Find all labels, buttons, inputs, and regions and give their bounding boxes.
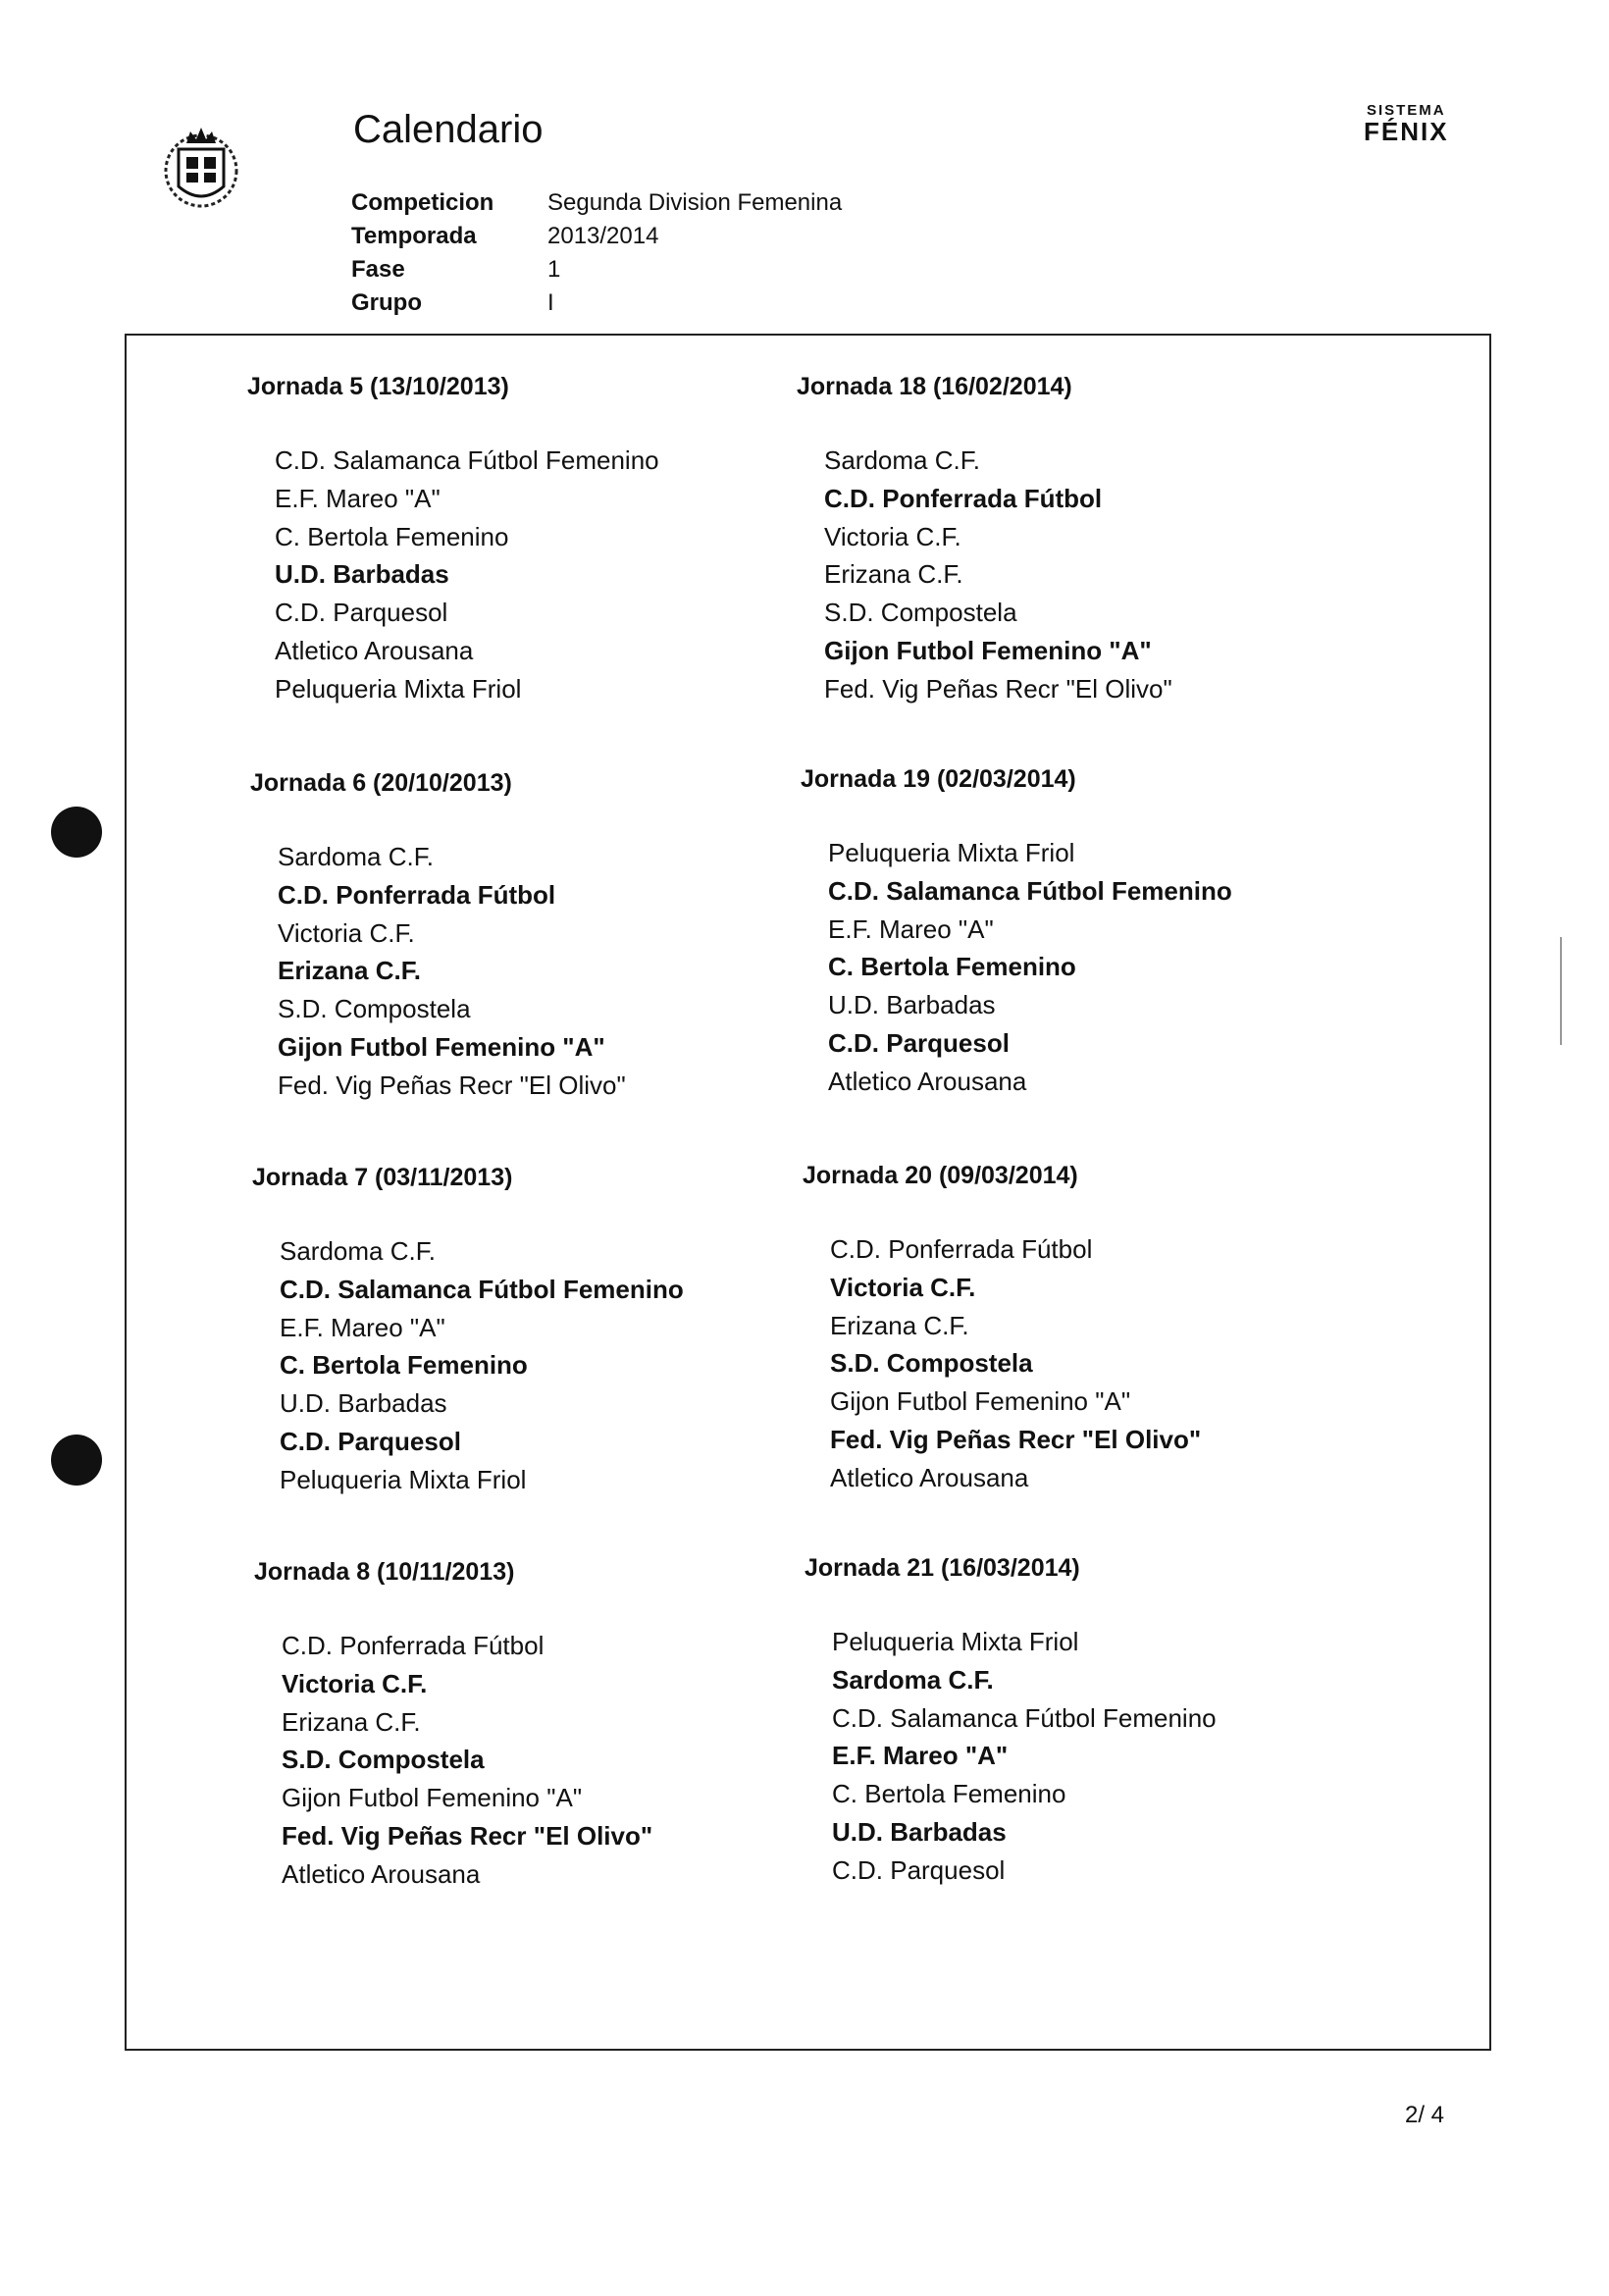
team-name: C.D. Salamanca Fútbol Femenino [832, 1702, 1217, 1733]
round-title: Jornada 18 (16/02/2014) [797, 373, 1072, 400]
team-name: C. Bertola Femenino [280, 1350, 528, 1381]
team-name: S.D. Compostela [824, 598, 1017, 628]
round-block [803, 1162, 1201, 1497]
round-title: Jornada 21 (16/03/2014) [804, 1554, 1080, 1582]
round-title: Jornada 8 (10/11/2013) [254, 1558, 515, 1586]
team-name: E.F. Mareo "A" [828, 913, 994, 944]
team-name: Gijon Futbol Femenino "A" [282, 1783, 583, 1813]
phase-label: Fase [351, 256, 405, 283]
team-name: C.D. Parquesol [832, 1854, 1006, 1885]
team-name: C.D. Salamanca Fútbol Femenino [275, 445, 659, 475]
team-name: Peluqueria Mixta Friol [832, 1627, 1079, 1656]
team-name: C.D. Salamanca Fútbol Femenino [828, 875, 1232, 906]
sistema-fenix-logo [1364, 102, 1449, 147]
team-name: S.D. Compostela [278, 994, 471, 1024]
round-block [247, 373, 659, 708]
team-name: Sardoma C.F. [832, 1664, 994, 1695]
team-list [254, 1627, 652, 1894]
team-name: Victoria C.F. [830, 1272, 976, 1302]
team-list [250, 838, 626, 1105]
team-name: U.D. Barbadas [832, 1816, 1007, 1847]
team-name: C.D. Ponferrada Fútbol [282, 1631, 545, 1660]
team-list [801, 834, 1232, 1101]
team-name: Erizana C.F. [830, 1310, 969, 1340]
team-name: E.F. Mareo "A" [275, 483, 441, 513]
team-name: Atletico Arousana [282, 1858, 481, 1889]
team-list [247, 442, 659, 708]
team-name: U.D. Barbadas [280, 1388, 447, 1419]
team-name: S.D. Compostela [830, 1348, 1033, 1379]
team-name: C.D. Salamanca Fútbol Femenino [280, 1274, 684, 1304]
round-block [804, 1554, 1217, 1890]
team-name: C.D. Parquesol [275, 598, 448, 628]
team-name: U.D. Barbadas [275, 559, 449, 590]
round-title: Jornada 20 (09/03/2014) [803, 1162, 1078, 1189]
round-block [252, 1164, 684, 1499]
team-name: Victoria C.F. [278, 917, 415, 948]
team-name: Peluqueria Mixta Friol [280, 1464, 527, 1494]
scan-mark [1560, 937, 1562, 1045]
team-name: Sardoma C.F. [824, 445, 980, 475]
competition-label: Competicion [351, 189, 494, 216]
binder-hole [51, 1435, 102, 1486]
team-list [804, 1623, 1217, 1890]
team-name: C. Bertola Femenino [275, 521, 509, 551]
team-name: Erizana C.F. [824, 559, 963, 590]
team-name: Fed. Vig Peñas Recr "El Olivo" [282, 1820, 653, 1851]
page-title: Calendario [353, 108, 544, 151]
team-name: Atletico Arousana [275, 635, 474, 665]
team-name: Fed. Vig Peñas Recr "El Olivo" [278, 1070, 626, 1100]
federation-crest-logo [157, 110, 245, 228]
team-name: Fed. Vig Peñas Recr "El Olivo" [824, 673, 1172, 704]
team-list [803, 1230, 1201, 1497]
team-name: C.D. Ponferrada Fútbol [830, 1234, 1093, 1264]
round-block [801, 765, 1232, 1101]
team-name: Gijon Futbol Femenino "A" [278, 1031, 605, 1062]
round-block [254, 1558, 652, 1894]
system-label-bottom: FÉNIX [1364, 117, 1449, 146]
round-title: Jornada 7 (03/11/2013) [252, 1164, 513, 1191]
binder-hole [51, 807, 102, 858]
team-name: Sardoma C.F. [278, 842, 434, 871]
group-value: I [547, 289, 554, 316]
system-label-top: SISTEMA [1366, 102, 1446, 119]
team-name: Erizana C.F. [282, 1706, 421, 1737]
team-list [252, 1232, 684, 1499]
round-block [797, 373, 1172, 708]
season-value: 2013/2014 [547, 223, 659, 249]
team-name: U.D. Barbadas [828, 990, 996, 1020]
round-title: Jornada 19 (02/03/2014) [801, 765, 1076, 793]
team-name: Peluqueria Mixta Friol [275, 673, 522, 704]
phase-value: 1 [547, 256, 561, 283]
competition-value: Segunda Division Femenina [547, 189, 843, 216]
team-name: Fed. Vig Peñas Recr "El Olivo" [830, 1424, 1202, 1454]
team-name: Atletico Arousana [830, 1462, 1029, 1492]
team-name: C.D. Parquesol [828, 1027, 1010, 1058]
team-name: C. Bertola Femenino [828, 952, 1076, 982]
team-name: Peluqueria Mixta Friol [828, 838, 1075, 867]
season-label: Temporada [351, 223, 477, 249]
round-title: Jornada 6 (20/10/2013) [250, 769, 512, 797]
competition-info [351, 186, 842, 320]
team-name: E.F. Mareo "A" [832, 1741, 1009, 1771]
round-block [250, 769, 626, 1105]
group-label: Grupo [351, 289, 422, 316]
team-name: Victoria C.F. [824, 521, 961, 551]
team-name: Atletico Arousana [828, 1066, 1027, 1096]
round-title: Jornada 5 (13/10/2013) [247, 373, 509, 400]
team-name: C.D. Ponferrada Fútbol [278, 879, 556, 910]
team-name: Erizana C.F. [278, 956, 421, 986]
page-number: 2/ 4 [1405, 2102, 1445, 2128]
team-name: C.D. Ponferrada Fútbol [824, 483, 1103, 513]
team-name: C.D. Parquesol [280, 1426, 461, 1456]
team-name: Gijon Futbol Femenino "A" [830, 1386, 1131, 1417]
team-name: S.D. Compostela [282, 1745, 485, 1775]
team-list [797, 442, 1172, 708]
team-name: Victoria C.F. [282, 1668, 428, 1698]
team-name: Gijon Futbol Femenino "A" [824, 635, 1152, 665]
team-name: Sardoma C.F. [280, 1236, 436, 1266]
team-name: E.F. Mareo "A" [280, 1312, 445, 1342]
team-name: C. Bertola Femenino [832, 1779, 1066, 1809]
